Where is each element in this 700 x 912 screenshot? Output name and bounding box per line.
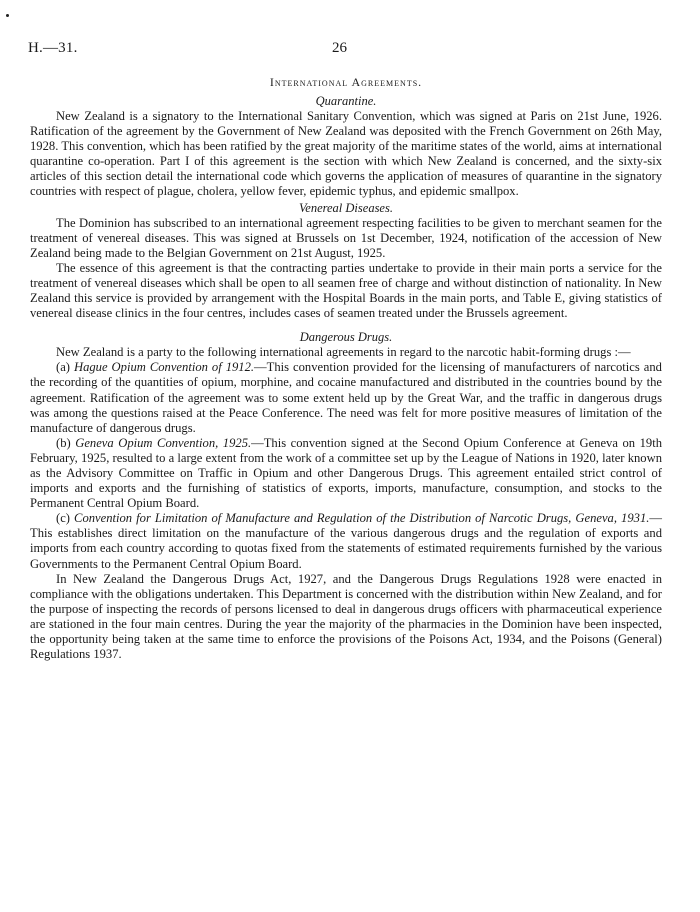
item-a-title: Hague Opium Convention of 1912. (73, 360, 255, 375)
subheading-quarantine: Quarantine. (315, 94, 377, 108)
document-reference: H.—31. (28, 40, 78, 56)
page-body (30, 74, 662, 662)
paragraph-venereal-1: The Dominion has subscribed to an international agreement respecting facilities to be given to merchant seamen for the treatment of venereal diseases. This was signed at Brussels on 1st December, 1924, notification of the accession of New Zealand being made to the Belgian Government on 21st August, 1925. (30, 215, 662, 260)
page-number: 26 (332, 40, 347, 56)
subheading-venereal-diseases: Venereal Diseases. (299, 200, 393, 215)
margin-mark (6, 14, 9, 17)
item-b-marker: (b) (56, 435, 76, 450)
item-a-text: —This convention provided for the licensing of manufacturers of narcotics and the recording of the quantities of opium, morphine, and cocaine manufactured and distributed in the countries bound by the agreement. Ratification of the agreement was to some extent held up by the Great War, and the traffic in dangerous drugs was among the questions raised at the Peace Conference. The need was felt for more positive measures of limitation of the manufacture of dangerous drugs. (30, 360, 662, 435)
paragraph-drugs-intro: New Zealand is a party to the following international agreements in regard to the narcotic habit-forming drugs :— (56, 345, 631, 360)
item-c-text: —This establishes direct limitation on the manufacture of the various dangerous drugs and the regulation of exports and imports from each country according to quotas fixed from the statements of estimated requirements furnished by the various Governments to the Permanent Central Opium Board. (30, 511, 662, 571)
paragraph-drugs-final: In New Zealand the Dangerous Drugs Act, 1927, and the Dangerous Drugs Regulations 1928 were enacted in compliance with the obligations undertaken. This Department is concerned with the distribution within New Zealand, and for the purpose of inspecting the records of persons licensed to deal in dangerous drugs officers with pharmaceutical experience are stationed in the four main centres. During the year the majority of the pharmacies in the Dominion have been inspected, the opportunity being taken at the same time to enforce the provisions of the Poisons Act, 1934, and the Poisons (General) Regulations 1937. (30, 571, 662, 662)
item-c-title: Convention for Limitation of Manufacture and Regulation of the Distribution of Narcotic Drugs, Geneva, 1931. (74, 511, 650, 526)
paragraph-item-a (30, 360, 662, 435)
paragraph-quarantine: New Zealand is a signatory to the International Sanitary Convention, which was signed at Paris on 21st June, 1926. Ratification of the agreement by the Government of New Zealand was deposited with the French Government on 26th May, 1928. This convention, which has been ratified by the great majority of the maritime states of the world, aims at international quarantine co-operation. Part I of this agreement is the section with which New Zealand is concerned, and the sixty-six articles of this section detail the international code which governs the application of measures of quarantine in the signatory countries with respect of plague, cholera, yellow fever, epidemic typhus, and epidemic smallpox. (30, 109, 662, 199)
item-b-text: —This convention signed at the Second Opium Conference at Geneva on 19th February, 1925, resulted to a large extent from the work of a committee set up by the League of Nations in 1920, later known as the Advisory Committee on Traffic in Opium and other Dangerous Drugs. This agreement entailed strict control of imports and exports and the furnishing of statistics of exports, imports, manufacture, consumption, and stocks to the Permanent Central Opium Board. (30, 435, 662, 511)
item-b-title: Geneva Opium Convention, 1925. (75, 435, 252, 450)
item-a-marker: (a) (56, 360, 74, 375)
paragraph-item-c (30, 511, 662, 571)
paragraph-item-b (30, 436, 662, 511)
paragraph-venereal-2: The essence of this agreement is that the contracting parties undertake to provide in their main ports a service for the treatment of venereal diseases which shall be open to all seamen free of charge and without distinction of nationality. In New Zealand this service is provided by arrangement with the Hospital Boards in the main ports, and Table E, giving statistics of venereal disease clinics in the four centres, includes cases of seamen treated under the Brussels agreement. (30, 260, 662, 321)
subheading-dangerous-drugs: Dangerous Drugs. (299, 330, 393, 345)
section-heading: International Agreements. (269, 75, 423, 89)
item-c-marker: (c) (56, 511, 75, 526)
